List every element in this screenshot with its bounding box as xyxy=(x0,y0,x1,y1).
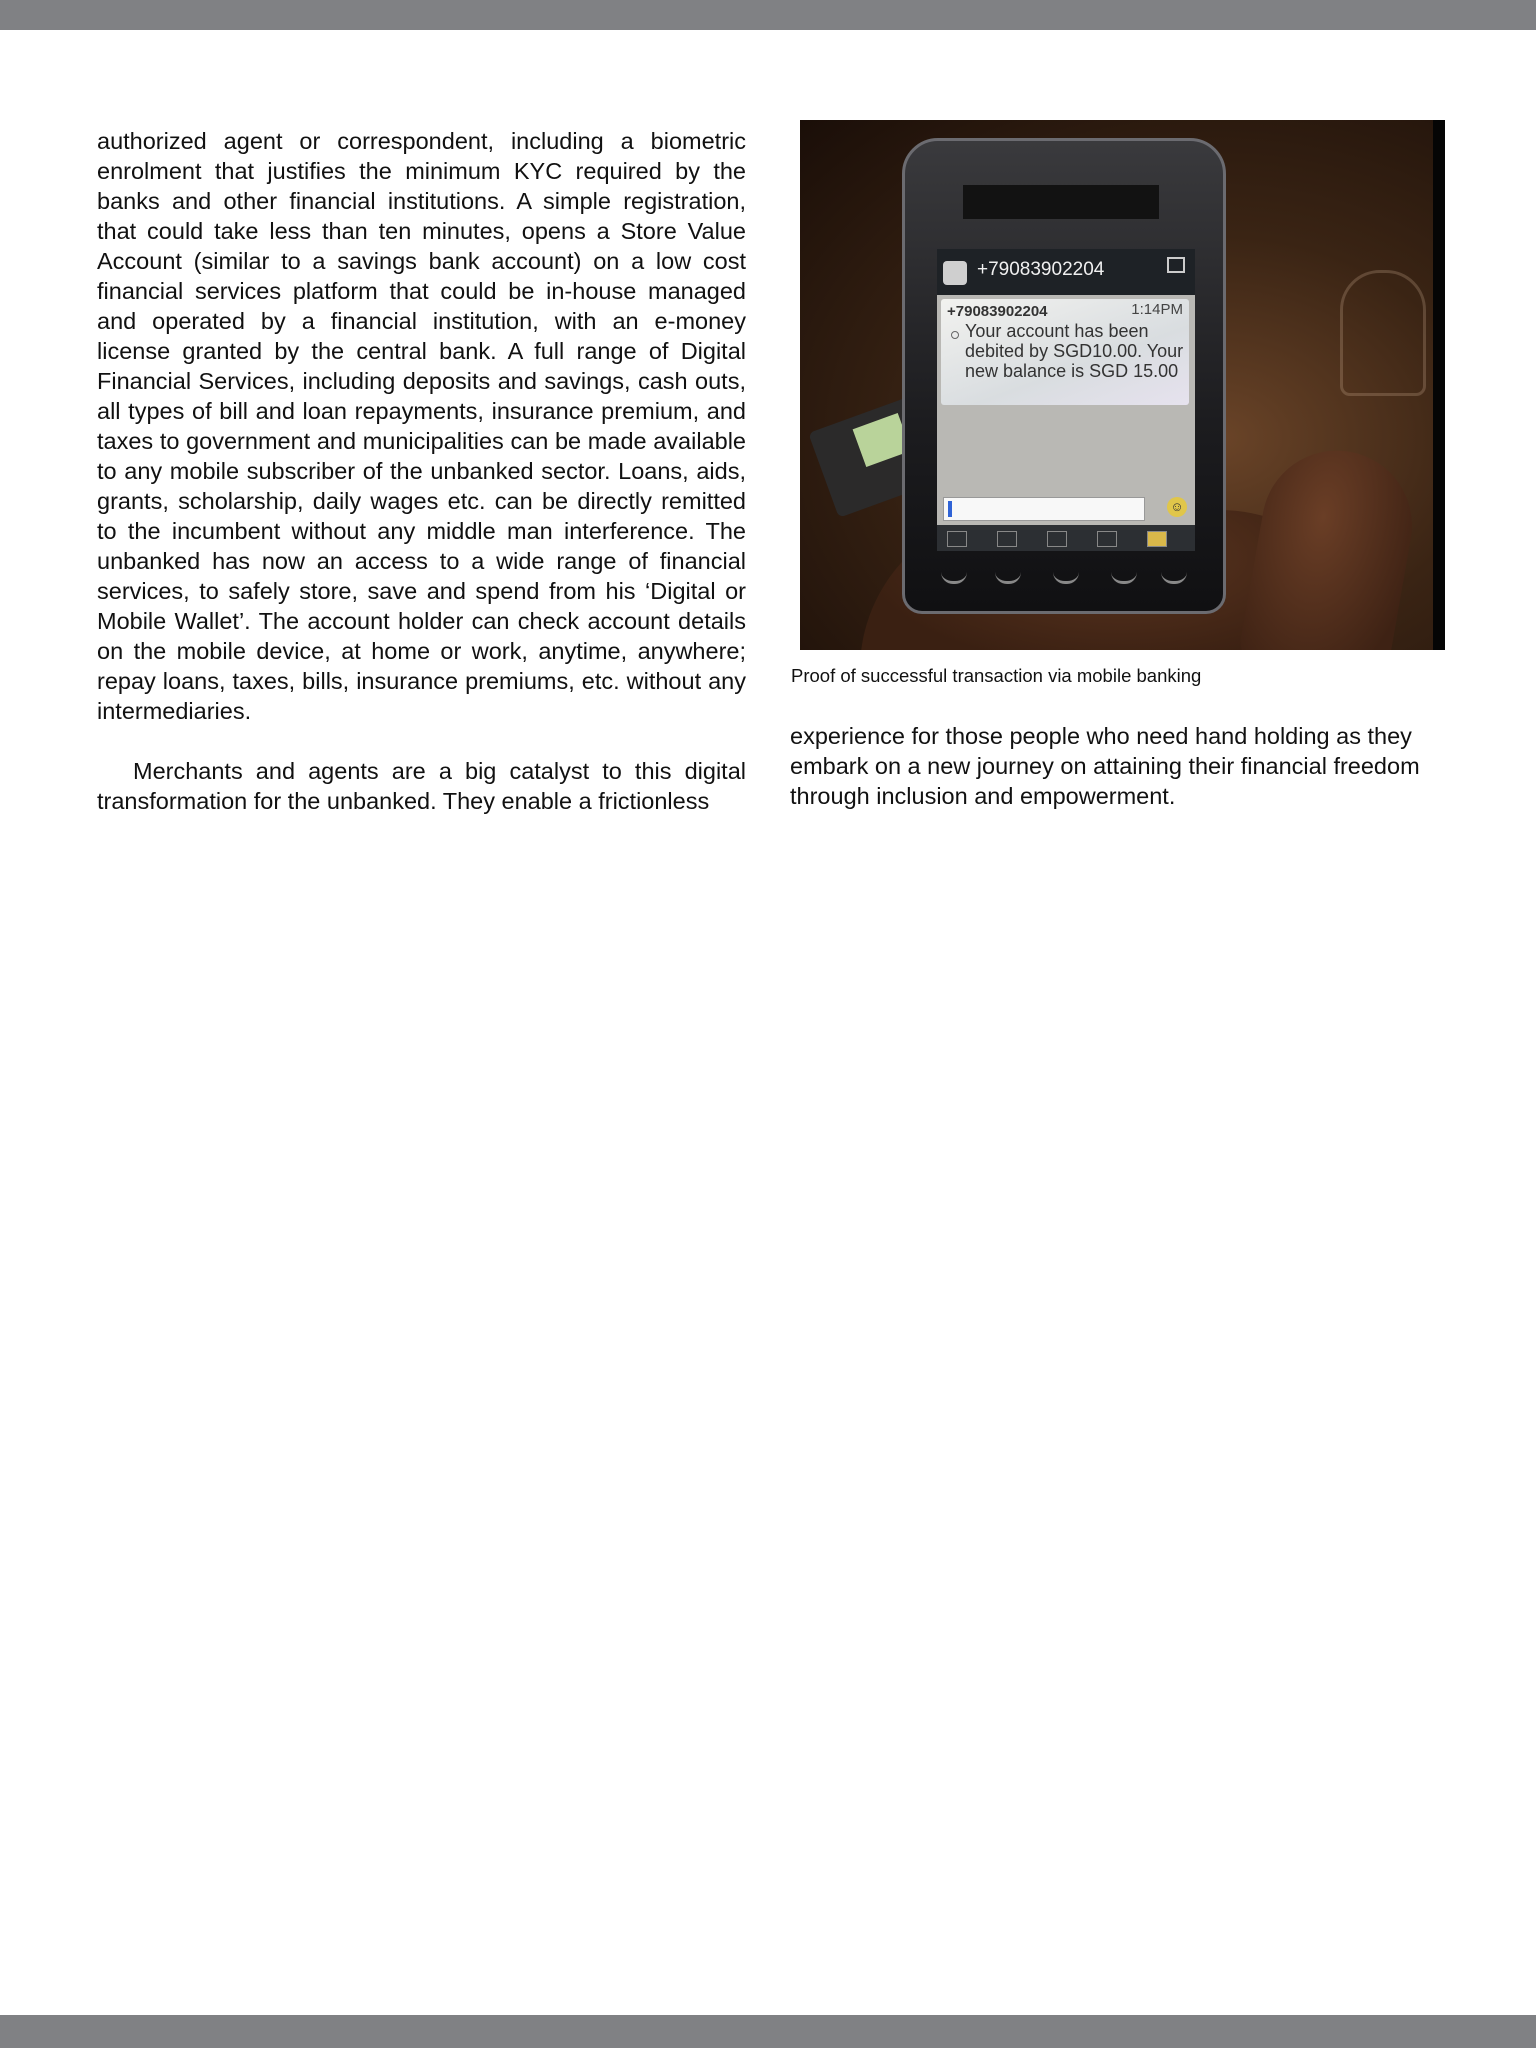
left-column xyxy=(97,126,746,816)
phone-speaker xyxy=(963,185,1159,219)
keyboard-icon xyxy=(1167,257,1185,273)
trackpad-icon xyxy=(1053,567,1079,584)
sms-sender: +79083902204 xyxy=(947,303,1048,320)
phone-keys xyxy=(935,561,1193,591)
call-key-icon xyxy=(941,567,967,584)
body-paragraph: experience for those people who need hand holding as they embark on a new journey on attaining their financial freedom through inclusion and empowerment. xyxy=(790,723,1420,809)
viewer-bottom-bar xyxy=(0,2015,1536,2048)
body-paragraph: Merchants and agents are a big catalyst to this digital transformation for the unbanked. They enable a frictionless xyxy=(97,758,746,814)
contact-icon xyxy=(943,261,967,285)
text-cursor xyxy=(948,501,952,517)
sms-bullet-icon xyxy=(951,331,959,339)
back-key-icon xyxy=(1111,567,1137,584)
wine-glass xyxy=(1340,270,1426,396)
sms-header-number: +79083902204 xyxy=(977,259,1105,280)
phone-screen xyxy=(937,249,1195,551)
sms-toolbar xyxy=(937,525,1195,551)
thumb xyxy=(1236,439,1424,650)
right-column xyxy=(790,120,1440,811)
list-icon xyxy=(997,531,1017,547)
add-contact-icon xyxy=(1047,531,1067,547)
chat-icon xyxy=(1147,531,1167,547)
figure-photo xyxy=(800,120,1445,650)
attach-icon xyxy=(1097,531,1117,547)
smiley-icon: ☺ xyxy=(1167,497,1187,517)
menu-icon xyxy=(947,531,967,547)
body-paragraph: authorized agent or correspondent, including a biometric enrolment that justifies the minimum KYC required by the banks and other financial institutions. A simple registration, that could take less than ten minutes, opens a Store Value Account (similar to a savings bank account) on a low cost financial services platform that could be in-house managed and operated by a financial institution, with an e-money license granted by the central bank. A full range of Digital Financial Services, including deposits and savings, cash outs, all types of bill and loan repayments, insurance premium, and taxes to government and municipalities can be made available to any mobile subscriber of the unbanked sector. Loans, aids, grants, scholarship, daily wages etc. can be directly remitted to the incumbent without any middle man interference. The unbanked has now an access to a wide range of financial services, to safely store, save and spend from his ‘Digital or Mobile Wallet’. The account holder can check account details on the mobile device, at home or work, anytime, anywhere; repay loans, taxes, bills, insurance premiums, etc. without any intermediaries. xyxy=(97,128,746,724)
end-key-icon xyxy=(1161,567,1187,584)
menu-key-icon xyxy=(995,567,1021,584)
mobile-phone xyxy=(902,138,1226,614)
sms-time: 1:14PM xyxy=(1131,301,1183,318)
sms-message: Your account has been debited by SGD10.00. Your new balance is SGD 15.00 xyxy=(965,321,1184,381)
document-page xyxy=(0,30,1536,2015)
viewer-top-bar xyxy=(0,0,1536,30)
figure-caption: Proof of successful transaction via mobile banking xyxy=(791,665,1202,686)
sms-compose-field xyxy=(943,497,1145,521)
sms-bubble xyxy=(941,299,1189,405)
sms-header xyxy=(937,249,1195,295)
photo-edge xyxy=(1433,120,1445,650)
